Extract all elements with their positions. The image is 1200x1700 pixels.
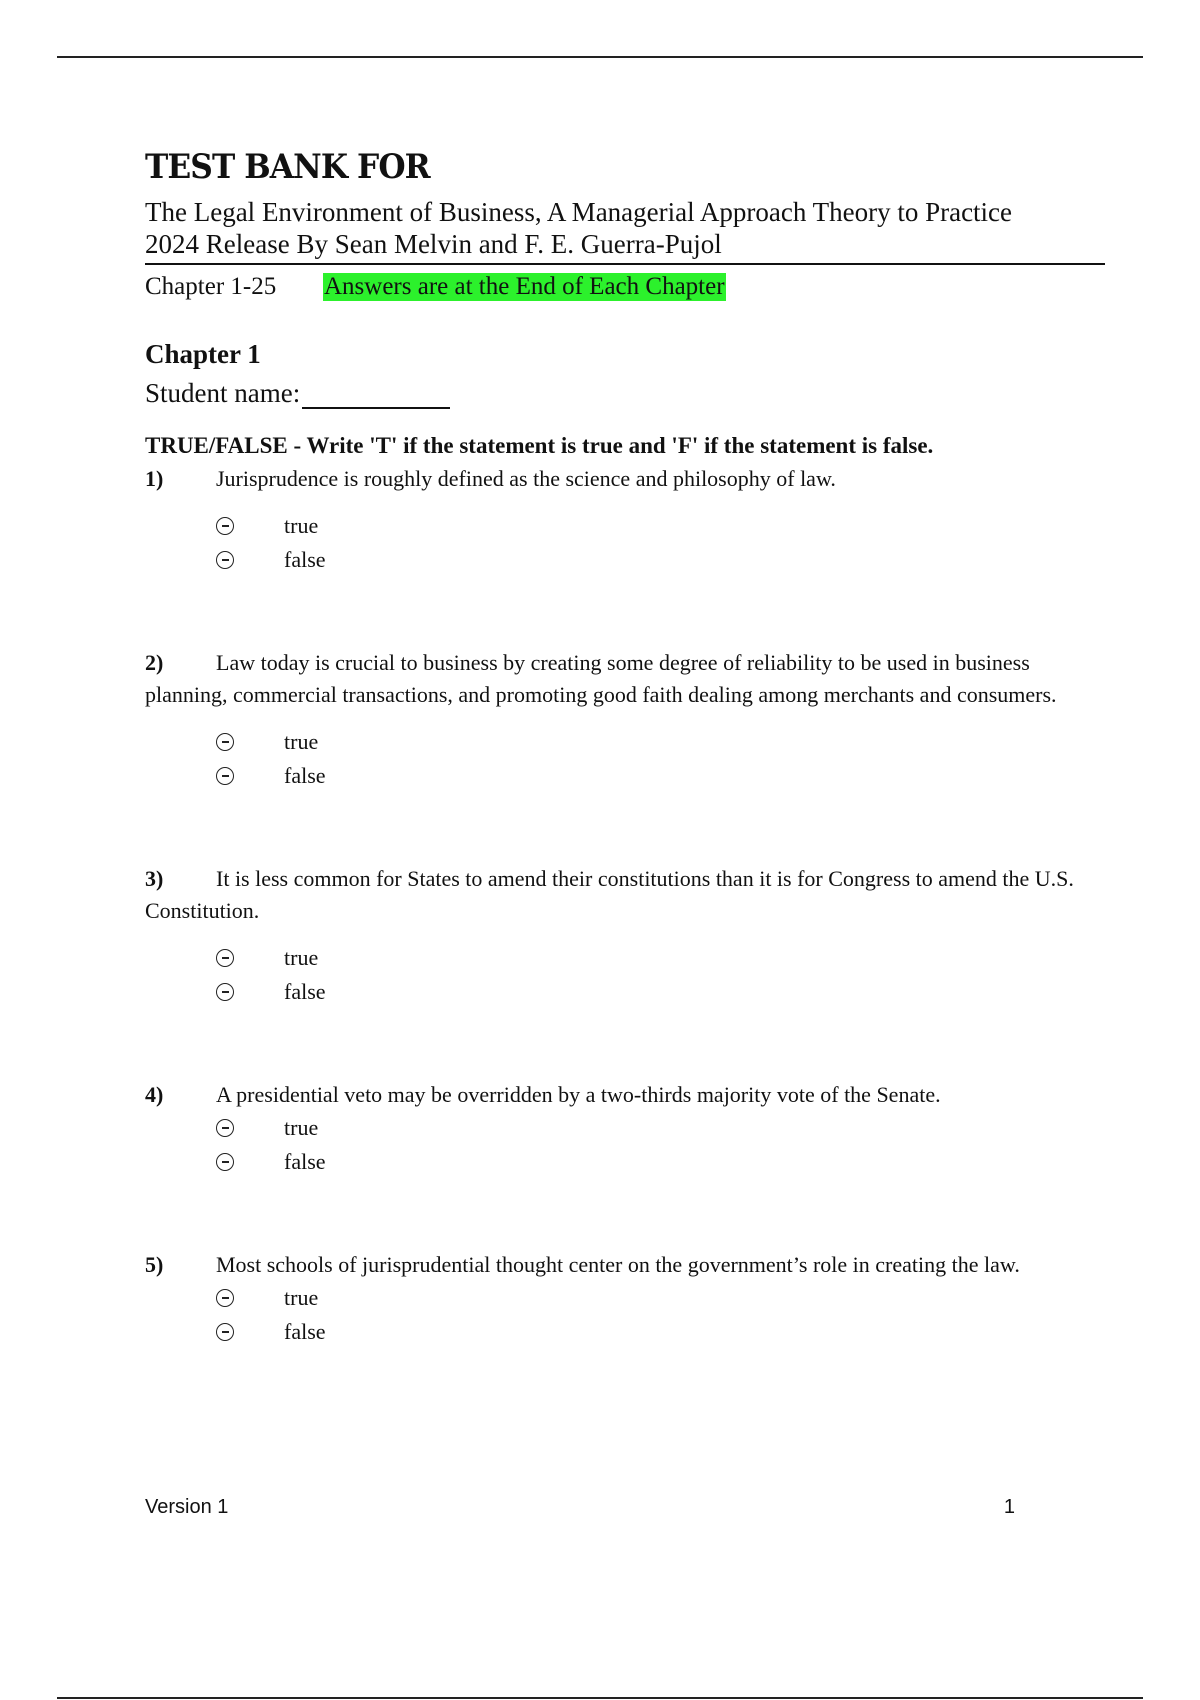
option-label: true xyxy=(284,513,319,538)
question-text xyxy=(145,1249,1105,1281)
answers-note-highlight: Answers are at the End of Each Chapter xyxy=(324,273,725,300)
student-name-row xyxy=(145,378,1105,409)
option-false[interactable] xyxy=(216,1315,1105,1349)
option-true[interactable] xyxy=(216,725,1105,759)
question-number: 5) xyxy=(145,1252,164,1277)
page-number: 1 xyxy=(1003,1496,1015,1518)
book-title-line1: The Legal Environment of Business, A Managerial Approach Theory to Practice xyxy=(145,197,1013,227)
option-false[interactable] xyxy=(216,543,1105,577)
radio-icon[interactable] xyxy=(216,1289,234,1307)
question-body: Law today is crucial to business by creating some degree of reliability to be used in business planning, commercial transactions, and promoting good faith dealing among merchants and consumers. xyxy=(145,650,1057,707)
option-label: false xyxy=(284,763,326,788)
options xyxy=(216,509,1105,577)
radio-icon[interactable] xyxy=(216,949,234,967)
top-rule xyxy=(57,56,1143,58)
student-name-label: Student name: xyxy=(145,378,301,408)
option-true[interactable] xyxy=(216,1111,1105,1145)
option-true[interactable] xyxy=(216,509,1105,543)
question-number: 1) xyxy=(145,466,164,491)
option-false[interactable] xyxy=(216,759,1105,793)
radio-icon[interactable] xyxy=(216,767,234,785)
page-footer xyxy=(145,1496,1015,1519)
option-label: false xyxy=(284,547,326,572)
question-body: A presidential veto may be overridden by a two-thirds majority vote of the Senate. xyxy=(216,1082,941,1107)
radio-icon[interactable] xyxy=(216,983,234,1001)
bottom-rule xyxy=(57,1697,1143,1699)
radio-icon[interactable] xyxy=(216,1323,234,1341)
option-true[interactable] xyxy=(216,941,1105,975)
option-label: false xyxy=(284,1149,326,1174)
question-text xyxy=(145,647,1105,711)
chapter-heading: Chapter 1 xyxy=(145,339,261,369)
option-label: true xyxy=(284,945,319,970)
radio-icon[interactable] xyxy=(216,1119,234,1137)
question-body: It is less common for States to amend their constitutions than it is for Congress to amend the U.S. Constitution. xyxy=(145,866,1074,923)
radio-icon[interactable] xyxy=(216,517,234,535)
radio-icon[interactable] xyxy=(216,1153,234,1171)
radio-icon[interactable] xyxy=(216,551,234,569)
options xyxy=(216,941,1105,1009)
option-true[interactable] xyxy=(216,1281,1105,1315)
question-4 xyxy=(145,1079,1105,1179)
question-number: 4) xyxy=(145,1082,164,1107)
radio-icon[interactable] xyxy=(216,733,234,751)
chapter-info-row xyxy=(145,273,1105,301)
question-number: 2) xyxy=(145,650,164,675)
book-title-line2: 2024 Release By Sean Melvin and F. E. Guerra-Pujol xyxy=(145,229,722,259)
question-3 xyxy=(145,863,1105,1009)
options xyxy=(216,725,1105,793)
document-page xyxy=(145,147,1105,1349)
document-title: TEST BANK FOR xyxy=(145,147,430,187)
option-false[interactable] xyxy=(216,975,1105,1009)
question-1 xyxy=(145,463,1105,577)
option-label: false xyxy=(284,1319,326,1344)
question-body: Jurisprudence is roughly defined as the science and philosophy of law. xyxy=(216,466,836,491)
question-text xyxy=(145,463,1105,495)
title-underline xyxy=(145,263,1105,265)
instructions: TRUE/FALSE - Write 'T' if the statement is true and 'F' if the statement is false. xyxy=(145,433,934,458)
question-body: Most schools of jurisprudential thought center on the government’s role in creating the law. xyxy=(216,1252,1020,1277)
option-false[interactable] xyxy=(216,1145,1105,1179)
version-label: Version 1 xyxy=(145,1496,229,1518)
option-label: true xyxy=(284,729,319,754)
options xyxy=(216,1111,1105,1179)
question-text xyxy=(145,1079,1105,1111)
student-name-blank[interactable] xyxy=(302,381,450,409)
option-label: true xyxy=(284,1115,319,1140)
chapter-range: Chapter 1-25 xyxy=(145,273,277,300)
book-title xyxy=(145,196,1105,260)
question-text xyxy=(145,863,1105,927)
question-5 xyxy=(145,1249,1105,1349)
option-label: false xyxy=(284,979,326,1004)
option-label: true xyxy=(284,1285,319,1310)
question-2 xyxy=(145,647,1105,793)
options xyxy=(216,1281,1105,1349)
question-number: 3) xyxy=(145,866,164,891)
